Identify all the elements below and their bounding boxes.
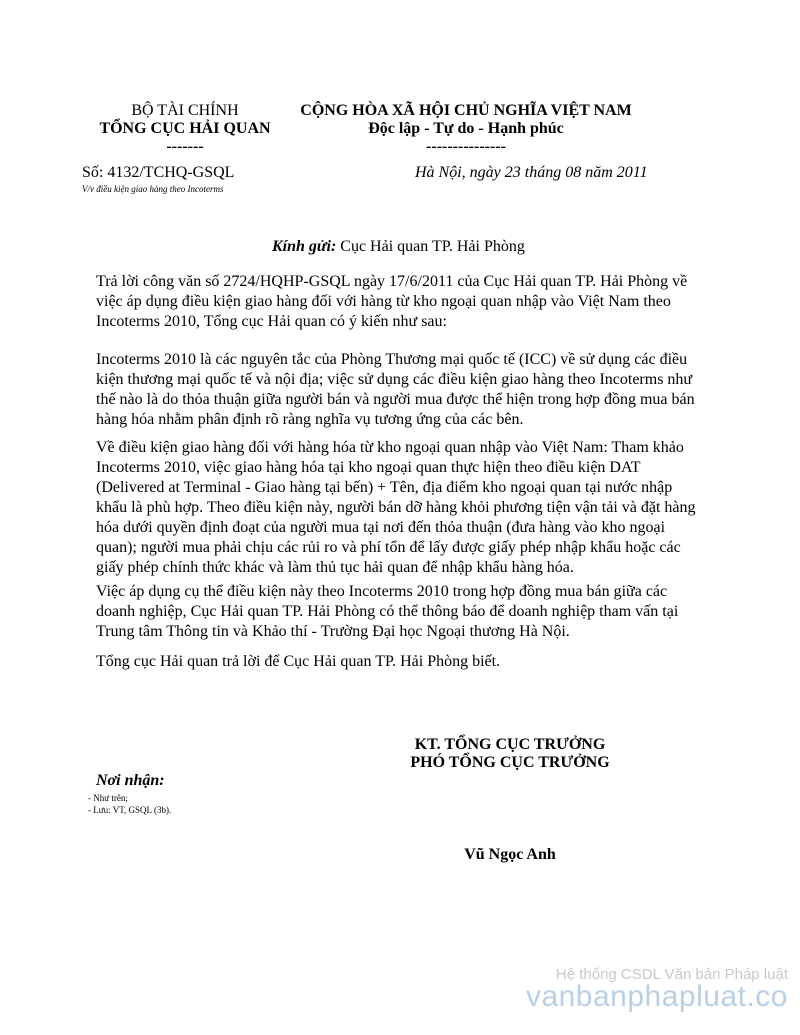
- signature-title-1: KT. TỔNG CỤC TRƯỞNG: [414, 736, 606, 753]
- body-paragraph-3: [96, 438, 696, 578]
- recipient-label: Kính gửi:: [272, 238, 337, 255]
- paragraph-text: Về điều kiện giao hàng đối với hàng hóa từ kho ngoại quan nhập vào Việt Nam: Tham khảo Incoterms 2010, việc giao hàng hóa tại kho ngoại quan thực hiện theo điều kiện DAT (Delivered at Terminal - Giao hàng tại bến) + Tên, địa điểm kho ngoại quan tại nước nhập khẩu là phù hợp. Theo điều kiện này, người bán dỡ hàng khỏi phương tiện vận tải và đặt hàng hóa dưới quyền định đoạt của người mua tại nơi đến thỏa thuận (đưa hàng vào kho ngoại quan); người mua phải chịu các rủi ro và phí tổn để lấy được giấy phép nhập khẩu hoặc các giấy phép chính thức khác và làm thủ tục hải quan để nhập khẩu hàng hóa.: [96, 439, 696, 576]
- document-subject: V/v điều kiện giao hàng theo Incoterms: [82, 184, 224, 194]
- left-underline: -------: [166, 138, 204, 155]
- place-date: Hà Nội, ngày 23 tháng 08 năm 2011: [415, 164, 648, 181]
- right-underline: ---------------: [426, 138, 506, 155]
- ministry-name: BỘ TÀI CHÍNH: [131, 102, 239, 119]
- signature-title-2: PHÓ TỔNG CỤC TRƯỞNG: [410, 754, 610, 771]
- document-number: Số: 4132/TCHQ-GSQL: [82, 164, 235, 181]
- paragraph-text: Trả lời công văn số 2724/HQHP-GSQL ngày 17/6/2011 của Cục Hải quan TP. Hải Phòng về việc áp dụng điều kiện giao hàng đối với hàng từ kho ngoại quan nhập vào Việt Nam theo Incoterms 2010, Tổng cục Hải quan có ý kiến như sau:: [96, 273, 688, 330]
- watermark-line-2: vanbanphapluat.co: [525, 980, 788, 1013]
- body-paragraph-5: [96, 652, 696, 672]
- body-paragraph-1: [96, 272, 696, 332]
- recipient-line: [272, 238, 525, 256]
- watermark-line-1: Hệ thống CSDL Văn bản Pháp luật: [555, 966, 788, 983]
- national-motto: Độc lập - Tự do - Hạnh phúc: [368, 120, 564, 137]
- signer-name: Vũ Ngọc Anh: [464, 846, 556, 863]
- distribution-item: - Lưu: VT, GSQL (3b).: [88, 805, 172, 815]
- paragraph-text: Việc áp dụng cụ thể điều kiện này theo Incoterms 2010 trong hợp đồng mua bán giữa các doanh nghiệp, Cục Hải quan TP. Hải Phòng có thể thông báo để doanh nghiệp tham vấn tại Trung tâm Thông tin và Khảo thí - Trường Đại học Ngoại thương Hà Nội.: [96, 583, 679, 640]
- distribution-label: Nơi nhận:: [96, 772, 165, 789]
- paragraph-text: Tổng cục Hải quan trả lời để Cục Hải quan TP. Hải Phòng biết.: [96, 653, 501, 670]
- paragraph-text: Incoterms 2010 là các nguyên tắc của Phòng Thương mại quốc tế (ICC) về sử dụng các điều kiện thương mại quốc tế và nội địa; việc sử dụng các điều kiện giao hàng theo Incoterms như thế nào là do thỏa thuận giữa người bán và người mua được thể hiện trong hợp đồng mua bán hàng hóa nhằm phân định rõ ràng nghĩa vụ tương ứng của các bên.: [96, 351, 695, 428]
- distribution-item: - Như trên;: [88, 793, 128, 803]
- recipient-name: Cục Hải quan TP. Hải Phòng: [340, 238, 525, 255]
- department-name: TỔNG CỤC HẢI QUAN: [99, 120, 271, 137]
- body-paragraph-4: [96, 582, 696, 642]
- body-paragraph-2: [96, 350, 696, 430]
- country-name: CỘNG HÒA XÃ HỘI CHỦ NGHĨA VIỆT NAM: [300, 102, 632, 119]
